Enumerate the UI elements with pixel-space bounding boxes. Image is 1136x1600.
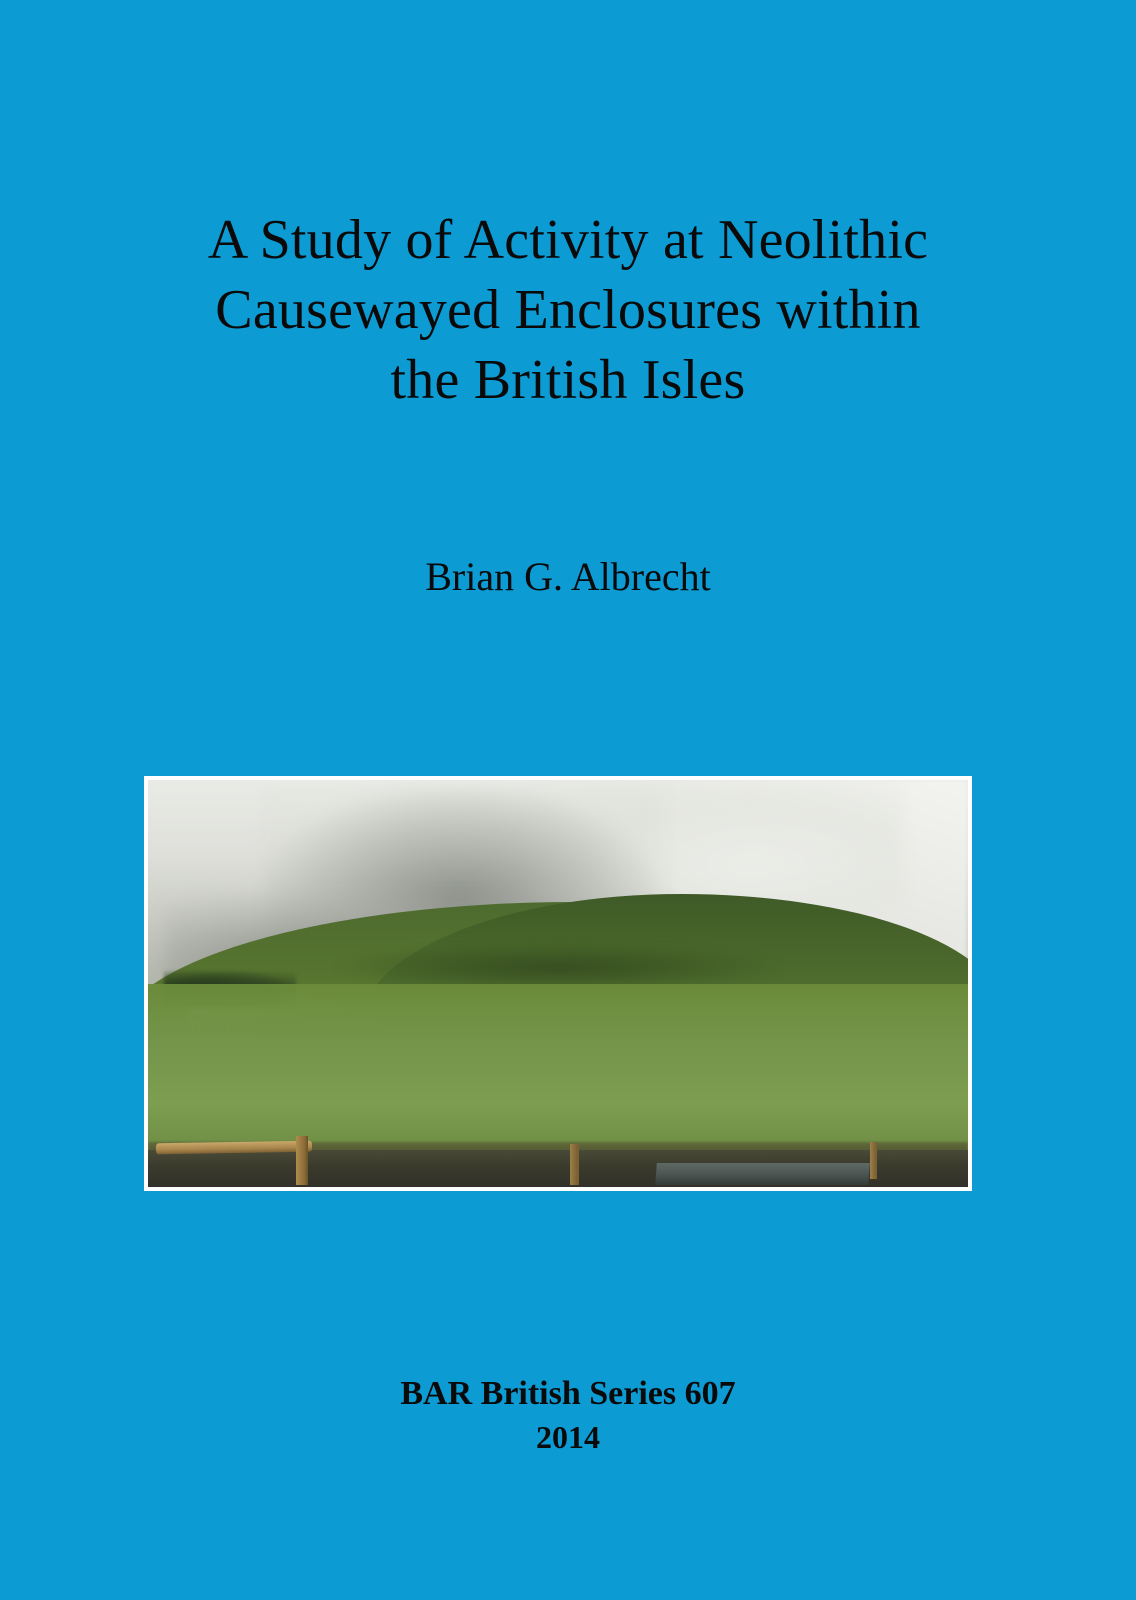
photo-trough [656,1163,871,1185]
photo-fence-post-center [570,1144,579,1185]
title-line-3: the British Isles [390,349,746,411]
photo-field [148,984,968,1155]
photo-fence-post-right [870,1142,877,1179]
series-label: BAR British Series 607 [400,1375,736,1412]
title-line-2: Causewayed Enclosures within [215,279,921,341]
photo-fence-post-left [296,1136,308,1185]
cover-photo [148,780,968,1187]
author-name: Brian G. Albrecht [425,554,711,599]
page-title [110,205,1026,415]
cover-photo-frame [144,776,972,1191]
year-label: 2014 [536,1419,600,1455]
title-line-1: A Study of Activity at Neolithic [207,209,929,271]
cover-footer [110,1372,1026,1458]
author-block [110,552,1026,602]
